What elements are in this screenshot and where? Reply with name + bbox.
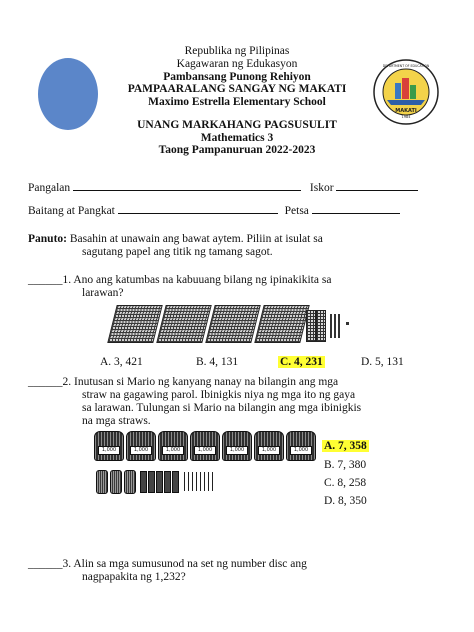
q3-text2: nagpapakita ng 1,232? xyxy=(82,571,186,583)
q2-choice-d[interactable]: D. 8, 350 xyxy=(324,495,367,507)
bundle-tag: 1,000 xyxy=(130,446,152,455)
single-straw xyxy=(196,472,197,491)
svg-text:1984: 1984 xyxy=(401,115,411,119)
single-straw xyxy=(200,472,201,491)
q1-text1: ______1. Ano ang katumbas na kabuuang bilang ng ipinakikita sa xyxy=(28,274,332,286)
bundle-tag: 1,000 xyxy=(98,446,120,455)
svg-text:MAKATI: MAKATI xyxy=(395,108,417,114)
single-straw xyxy=(184,472,185,491)
header-republic: Republika ng Pilipinas xyxy=(184,45,290,57)
single-straw xyxy=(212,472,213,491)
exam-title: UNANG MARKAHANG PAGSUSULIT xyxy=(137,119,337,131)
q1-choice-a[interactable]: A. 3, 421 xyxy=(100,356,143,368)
ten-bundle xyxy=(156,471,163,493)
header-school: Maximo Estrella Elementary School xyxy=(148,96,326,108)
ten-bundle xyxy=(140,471,147,493)
q2-text1: ______2. Inutusan si Mario ng kanyang nanay na bilangin ang mga xyxy=(28,376,339,388)
q2-text3: sa larawan. Tulungan si Mario na bilangin ang mga ibinigkis xyxy=(82,402,362,414)
single-straw xyxy=(208,472,209,491)
q2-text4: na mga straws. xyxy=(82,415,151,427)
bundle-tag: 1,000 xyxy=(162,446,184,455)
q1-text2: larawan? xyxy=(82,287,124,299)
ten-bundle xyxy=(148,471,155,493)
q1-choice-b[interactable]: B. 4, 131 xyxy=(196,356,239,368)
hundred-bundle xyxy=(110,470,122,494)
date-label: Petsa xyxy=(284,205,309,217)
hundred-bundle xyxy=(96,470,108,494)
ten-bundle xyxy=(172,471,179,493)
single-straw xyxy=(192,472,193,491)
q2-choice-b[interactable]: B. 7, 380 xyxy=(324,459,367,471)
bundle-tag: 1,000 xyxy=(258,446,280,455)
instructions-text1: Basahin at unawain ang bawat aytem. Piliin at isulat sa xyxy=(69,233,323,245)
instructions-text2: sagutang papel ang titik ng tamang sagot. xyxy=(82,246,273,258)
ten-bundle xyxy=(164,471,171,493)
q2-choice-a-highlighted[interactable]: A. 7, 358 xyxy=(324,440,367,452)
svg-text:DEPARTMENT OF EDUCATION: DEPARTMENT OF EDUCATION xyxy=(382,64,430,68)
bundle-tag: 1,000 xyxy=(290,446,312,455)
header-division: PAMPAARALANG SANGAY NG MAKATI xyxy=(127,83,347,95)
header-region: Pambansang Punong Rehiyon xyxy=(163,71,311,83)
instructions-label: Panuto: xyxy=(28,233,67,245)
header-department: Kagawaran ng Edukasyon xyxy=(176,58,298,70)
q2-choice-c[interactable]: C. 8, 258 xyxy=(324,477,367,489)
single-straw xyxy=(188,472,189,491)
q2-text2: straw na gagawing parol. Ibinigkis niya ng mga ito ng gaya xyxy=(82,389,356,401)
hundred-bundle xyxy=(124,470,136,494)
q1-choice-c-highlighted[interactable]: C. 4, 231 xyxy=(280,356,323,368)
grade-label: Baitang at Pangkat xyxy=(28,205,115,217)
bundle-tag: 1,000 xyxy=(226,446,248,455)
single-straw xyxy=(204,472,205,491)
bundle-tag: 1,000 xyxy=(194,446,216,455)
score-label: Iskor xyxy=(309,182,334,194)
exam-subject: Mathematics 3 xyxy=(200,132,274,144)
exam-school-year: Taong Pampanuruan 2022-2023 xyxy=(158,144,316,156)
name-label: Pangalan xyxy=(28,182,71,194)
q1-choice-d[interactable]: D. 5, 131 xyxy=(361,356,404,368)
q3-text1: ______3. Alin sa mga sumusunod na set ng number disc ang xyxy=(28,558,307,570)
